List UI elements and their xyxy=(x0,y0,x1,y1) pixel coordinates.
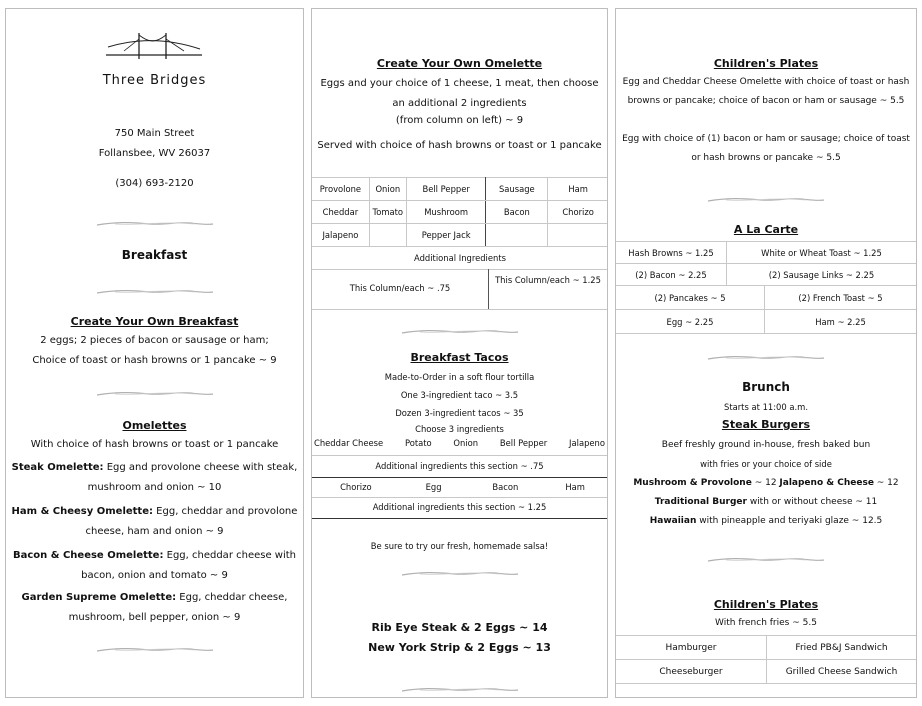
children-plates-2-title: Children's Plates xyxy=(713,598,819,611)
omelette-ingredient-grid xyxy=(311,177,608,270)
price-right-column: This Column/each ~ 1.25 xyxy=(495,275,601,285)
grid-cell: Ham xyxy=(548,178,608,201)
address-street: 750 Main Street xyxy=(114,128,195,139)
tacos-line1: Made-to-Order in a soft flour tortilla xyxy=(384,372,535,382)
tacos-line4: Choose 3 ingredients xyxy=(415,424,504,434)
omelettes-title: Omelettes xyxy=(122,419,187,432)
taco-ingredient: Potato xyxy=(404,438,432,448)
grid-cell: Provolone xyxy=(312,178,370,201)
grid-cell: Bell Pepper xyxy=(406,178,486,201)
create-omelette-title: Create Your Own Omelette xyxy=(376,57,543,70)
alacarte-item: (2) Pancakes ~ 5 xyxy=(616,286,765,310)
alacarte-table-2 xyxy=(615,285,917,334)
children-plate-item: Hamburger xyxy=(616,636,767,660)
restaurant-name: Three Bridges xyxy=(102,73,207,88)
brunch-title: Brunch xyxy=(742,380,790,394)
grid-cell xyxy=(369,224,406,247)
grid-cell: Tomato xyxy=(369,201,406,224)
grid-cell xyxy=(548,224,608,247)
tacos-line2: One 3-ingredient taco ~ 3.5 xyxy=(400,390,519,400)
alacarte-item: Egg ~ 2.25 xyxy=(616,310,765,334)
right-panel xyxy=(615,8,917,698)
grid-cell: Bacon xyxy=(486,201,548,224)
taco-additional-1: Additional ingredients this section ~ .75 xyxy=(375,461,544,471)
divider xyxy=(95,389,215,399)
divider xyxy=(706,555,826,565)
grid-cell: Pepper Jack xyxy=(406,224,486,247)
taco-meat: Egg xyxy=(425,482,442,492)
tacos-line3: Dozen 3-ingredient tacos ~ 35 xyxy=(395,408,524,418)
price-left-column: This Column/each ~ .75 xyxy=(349,283,451,293)
section-rule xyxy=(312,477,607,478)
grid-cell: Chorizo xyxy=(548,201,608,224)
divider xyxy=(95,645,215,655)
children-plates-2-table xyxy=(615,635,917,684)
alacarte-item: White or Wheat Toast ~ 1.25 xyxy=(727,242,917,264)
divider xyxy=(706,195,826,205)
omelette-garden-supreme: Garden Supreme Omelette: Egg, cheddar cheese, mushroom, bell pepper, onion ~ 9 xyxy=(21,592,288,623)
create-breakfast-title: Create Your Own Breakfast xyxy=(70,315,239,328)
salsa-note: Be sure to try our fresh, homemade salsa! xyxy=(370,541,549,551)
ribeye-item: Rib Eye Steak & 2 Eggs ~ 14 xyxy=(371,621,548,634)
steak-burgers-title: Steak Burgers xyxy=(721,418,811,431)
children-plates-title: Children's Plates xyxy=(713,57,819,70)
nystrip-item: New York Strip & 2 Eggs ~ 13 xyxy=(368,641,551,654)
alacarte-item: (2) Bacon ~ 2.25 xyxy=(616,264,727,286)
create-breakfast-line1: 2 eggs; 2 pieces of bacon or sausage or ham; xyxy=(40,335,269,346)
phone-number[interactable]: (304) 693-2120 xyxy=(115,178,194,189)
additional-ingredients-label: Additional Ingredients xyxy=(312,247,609,270)
section-rule xyxy=(312,518,607,519)
grid-cell: Onion xyxy=(369,178,406,201)
divider xyxy=(400,569,520,579)
taco-meat: Ham xyxy=(565,482,585,492)
grid-cell: Mushroom xyxy=(406,201,486,224)
create-omelette-desc: Eggs and your choice of 1 cheese, 1 meat, then choose an additional 2 ingredients xyxy=(320,78,599,109)
children-plate-item: Fried PB&J Sandwich xyxy=(767,636,917,660)
omelette-ham-cheesy: Ham & Cheesy Omelette: Egg, cheddar and provolone cheese, ham and onion ~ 9 xyxy=(11,506,298,537)
alacarte-item: Hash Browns ~ 1.25 xyxy=(616,242,727,264)
children-plate-2: Egg with choice of (1) bacon or ham or sausage; choice of toast or hash browns or pancake ~ 5.5 xyxy=(622,134,910,163)
omelette-steak: Steak Omelette: Egg and provolone cheese with steak, mushroom and onion ~ 10 xyxy=(11,462,298,493)
tacos-title: Breakfast Tacos xyxy=(410,351,509,364)
price-divider xyxy=(488,269,489,309)
divider xyxy=(400,685,520,695)
grid-cell: Cheddar xyxy=(312,201,370,224)
grid-cell: Jalapeno xyxy=(312,224,370,247)
divider xyxy=(706,353,826,363)
taco-ingredient: Jalapeno xyxy=(569,438,605,448)
grid-cell: Sausage xyxy=(486,178,548,201)
divider xyxy=(400,327,520,337)
alacarte-item: (2) French Toast ~ 5 xyxy=(765,286,917,310)
burgers-desc-2: with fries or your choice of side xyxy=(700,459,832,469)
grid-cell xyxy=(486,224,548,247)
breakfast-heading: Breakfast xyxy=(121,248,188,262)
create-breakfast-line2: Choice of toast or hash browns or 1 pancake ~ 9 xyxy=(32,355,277,366)
omelette-bacon-cheese: Bacon & Cheese Omelette: Egg, cheddar cheese with bacon, onion and tomato ~ 9 xyxy=(12,550,297,581)
burger-traditional: Traditional Burger with or without cheese ~ 11 xyxy=(654,497,878,507)
bridge-logo xyxy=(104,29,204,65)
taco-meat: Bacon xyxy=(492,482,519,492)
alacarte-title: A La Carte xyxy=(733,223,799,236)
divider xyxy=(95,219,215,229)
children-plate-item: Cheeseburger xyxy=(616,660,767,684)
taco-meat: Chorizo xyxy=(340,482,372,492)
taco-meat-row xyxy=(312,482,607,492)
address-city: Follansbee, WV 26037 xyxy=(98,148,211,159)
section-rule xyxy=(312,455,607,456)
taco-additional-2: Additional ingredients this section ~ 1.25 xyxy=(372,502,547,512)
create-omelette-desc2: (from column on left) ~ 9 xyxy=(395,115,524,126)
children-plates-2-sub: With french fries ~ 5.5 xyxy=(715,618,817,628)
alacarte-table xyxy=(615,241,917,286)
brunch-time: Starts at 11:00 a.m. xyxy=(724,402,808,412)
middle-panel xyxy=(311,8,608,698)
taco-ingredient: Cheddar Cheese xyxy=(314,438,384,448)
burgers-desc-1: Beef freshly ground in-house, fresh baked bun xyxy=(661,440,871,450)
children-plate-1: Egg and Cheddar Cheese Omelette with choice of toast or hash browns or pancake; choice of bacon or ham or sausage ~ 5.5 xyxy=(622,77,910,106)
divider xyxy=(95,287,215,297)
left-panel xyxy=(5,8,304,698)
burger-hawaiian: Hawaiian with pineapple and teriyaki glaze ~ 12.5 xyxy=(649,516,883,526)
section-rule xyxy=(312,497,607,498)
children-plate-item: Grilled Cheese Sandwich xyxy=(767,660,917,684)
taco-ingredient-row xyxy=(314,438,605,448)
alacarte-item: (2) Sausage Links ~ 2.25 xyxy=(727,264,917,286)
taco-ingredient: Bell Pepper xyxy=(499,438,548,448)
alacarte-item: Ham ~ 2.25 xyxy=(765,310,917,334)
omelettes-intro: With choice of hash browns or toast or 1 pancake xyxy=(30,439,279,450)
taco-ingredient: Onion xyxy=(453,438,479,448)
create-omelette-desc3: Served with choice of hash browns or toast or 1 pancake xyxy=(317,140,602,151)
section-rule xyxy=(312,309,607,310)
burger-row-1: Mushroom & Provolone ~ 12 Jalapeno & Cheese ~ 12 xyxy=(633,478,899,488)
